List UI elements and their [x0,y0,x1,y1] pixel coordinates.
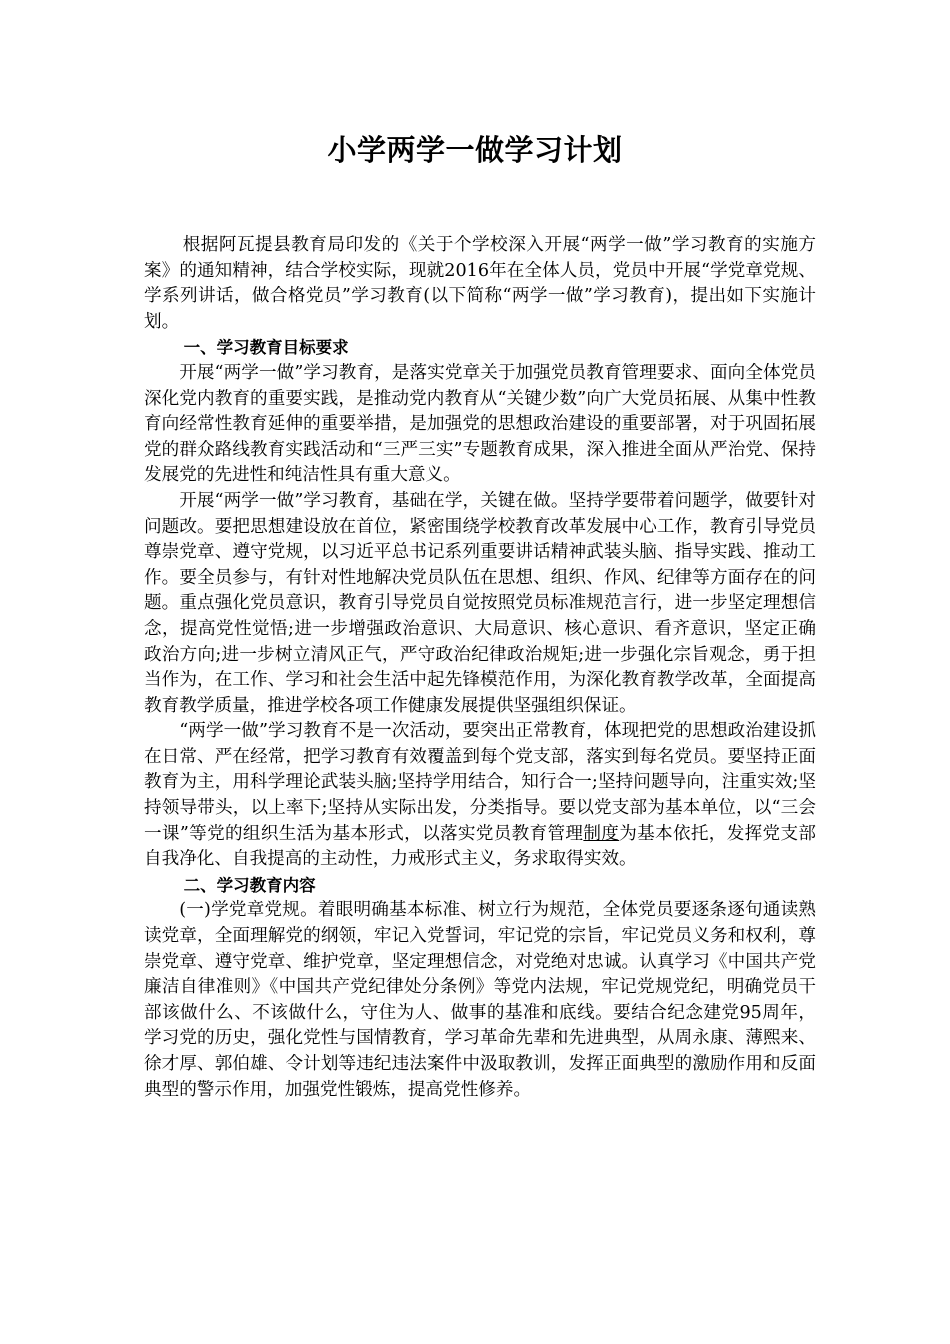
section-1-paragraph-2: 开展“两学一做”学习教育，基础在学，关键在做。坚持学要带着问题学，做要针对问题改。要把思想建设放在首位，紧密围绕学校教育改革发展中心工作，教育引导党员尊崇党章、遵守党规，以习近平总书记系列重要讲话精神武装头脑、指导实践、推动工作。要全员参与，有针对性地解决党员队伍在思想、组织、作风、纪律等方面存在的问题。重点强化党员意识，教育引导党员自觉按照党员标准规范言行，进一步坚定理想信念，提高党性觉悟;进一步增强政治意识、大局意识、核心意识、看齐意识，坚定正确政治方向;进一步树立清风正气，严守政治纪律政治规矩;进一步强化宗旨观念，勇于担当作为，在工作、学习和社会生活中起先锋模范作用，为深化教育教学改革，全面提高教育教学质量，推进学校各项工作健康发展提供坚强组织保证。 [144,490,816,716]
document-body [144,233,816,1103]
section-1-paragraph-3-text-a: “两学一做”学习教育不是一次活动，要突出正常教育，体现把党的思想政治建设抓在日常、严在经常，把学习教育有效覆盖到每个党支部，落实到每名党员。要坚持正面教育为主，用科学理论武装头脑;坚持学用结合，知行合一;坚持问题导向，注重实效;坚持领导带头，以上率下;坚持从实际出发，分类指导。要以党支部为基本单位，以“三会一课”等党的组织生活为基本形式，以落实党员教育管理 [144,721,816,844]
section-2-heading: 二、学习教育内容 [183,875,316,895]
underlined-word: 制度 [583,823,620,844]
section-2-paragraph-1: (一)学党章党规。着眼明确基本标准、树立行为规范，全体党员要逐条逐句通读熟读党章，全面理解党的纲领，牢记入党誓词，牢记党的宗旨，牢记党员义务和权利，尊崇党章、遵守党章、维护党章，坚定理想信念，对党绝对忠诚。认真学习《中国共产党廉洁自律准则》《中国共产党纪律处分条例》等党内法规，牢记党规党纪，明确党员干部该做什么、不该做什么，守住为人、做事的基准和底线。要结合纪念建党95周年，学习党的历史，强化党性与国情教育，学习革命先辈和先进典型，从周永康、薄熙来、徐才厚、郭伯雄、令计划等违纪违法案件中汲取教训，发挥正面典型的激励作用和反面典型的警示作用，加强党性锻炼，提高党性修养。 [144,900,816,1100]
section-1-paragraph-3 [144,719,816,873]
section-1-heading: 一、学习教育目标要求 [183,338,349,358]
section-1-paragraph-3-text-b: 为基本依托，发挥党支部自我净化、自我提高的主动性，力戒形式主义，务求取得实效。 [144,823,816,870]
document-title: 小学两学一做学习计划 [327,133,623,167]
section-1-paragraph-1: 开展“两学一做”学习教育，是落实党章关于加强党员教育管理要求、面向全体党员深化党内教育的重要实践，是推动党内教育从“关键少数”向广大党员拓展、从集中性教育向经常性教育延伸的重要举措，是加强党的思想政治建设的重要部署，对于巩固拓展党的群众路线教育实践活动和“三严三实”专题教育成果，深入推进全面从严治党、保持发展党的先进性和纯洁性具有重大意义。 [144,362,816,486]
intro-paragraph: 根据阿瓦提县教育局印发的《关于个学校深入开展“两学一做”学习教育的实施方案》的通知精神，结合学校实际，现就2016年在全体人员，党员中开展“学党章党规、学系列讲话，做合格党员”学习教育(以下简称“两学一做”学习教育)，提出如下实施计划。 [144,235,816,332]
